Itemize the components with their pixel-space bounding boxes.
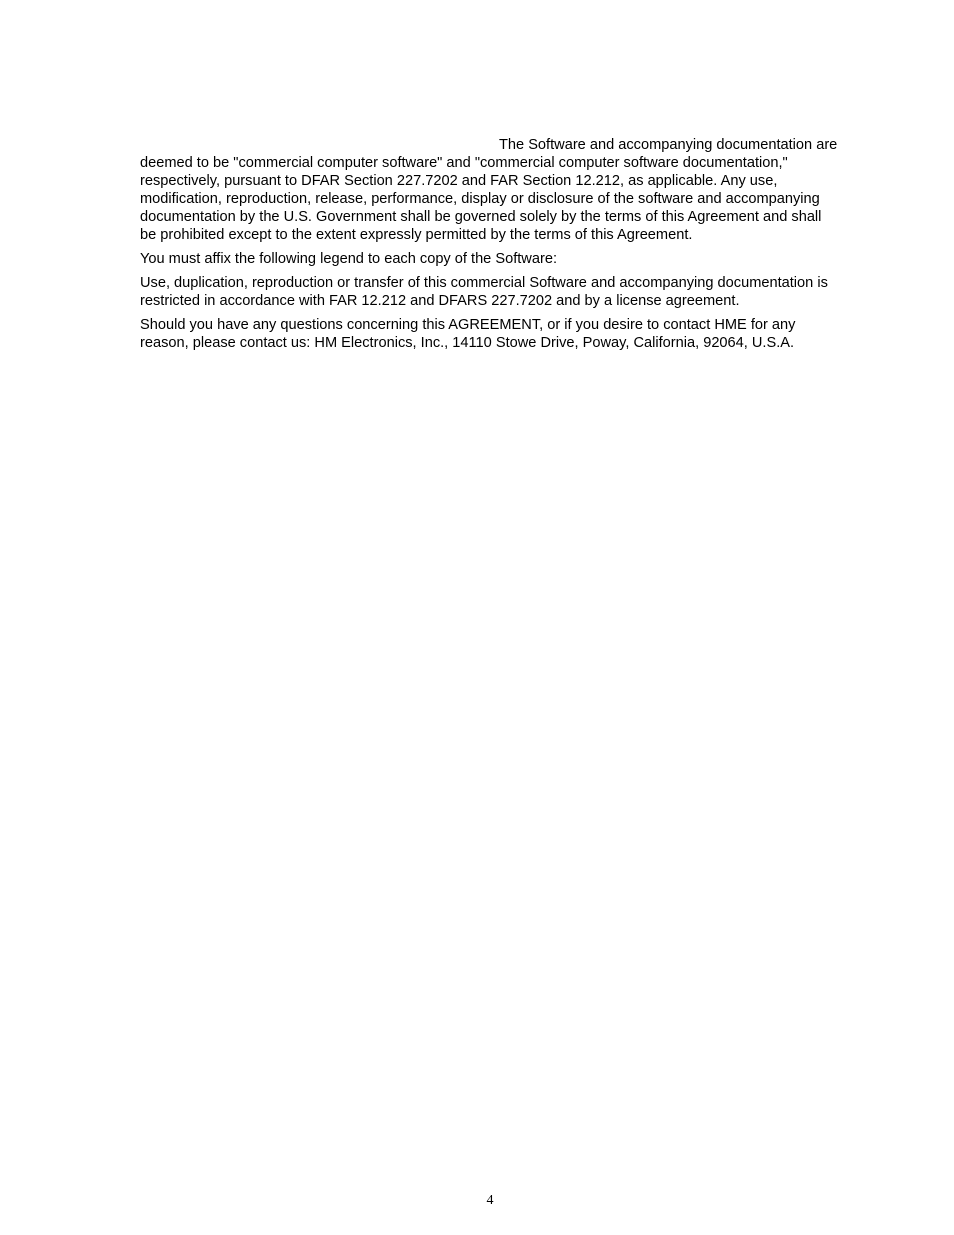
page-number: 4 <box>486 1193 494 1208</box>
paragraph-government-rights: The Software and accompanying documentation are deemed to be "commercial computer software" and "commercial computer software documentation," respectively, pursuant to DFAR Section 227.7202 and FAR Section 12.212, as applicable. Any use, modification, reproduction, release, performance, display or disclosure of the software and accompanying documentation by the U.S. Government shall be governed solely by the terms of this Agreement and shall be prohibited except to the extent expressly permitted by the terms of this Agreement. <box>140 137 838 243</box>
paragraph-legend-instruction: You must affix the following legend to each copy of the Software: <box>140 251 557 267</box>
paragraph-legend-text: Use, duplication, reproduction or transfer of this commercial Software and accompanying documentation is restricted in accordance with FAR 12.212 and DFARS 227.7202 and by a license agreement. <box>140 275 828 309</box>
document-body <box>140 136 840 358</box>
paragraph-contact: Should you have any questions concerning this AGREEMENT, or if you desire to contact HME for any reason, please contact us: HM Electronics, Inc., 14110 Stowe Drive, Poway, California, 92064, U.S.A. <box>140 317 796 351</box>
